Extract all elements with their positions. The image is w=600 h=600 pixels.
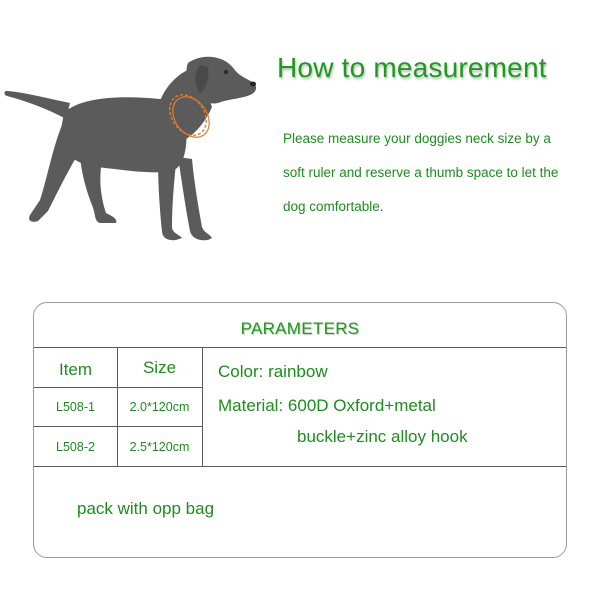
table-divider-header bbox=[34, 387, 202, 388]
item-column-header: Item bbox=[58, 360, 93, 379]
size-column-header: Size bbox=[142, 358, 177, 377]
instruction-line-1: Please measure your doggies neck size by a bbox=[283, 131, 551, 146]
measurement-instructions bbox=[283, 122, 593, 224]
parameters-card bbox=[33, 302, 567, 558]
parameters-title: PARAMETERS bbox=[240, 319, 360, 338]
material-spec-line-1: Material: 600D Oxford+metal bbox=[218, 396, 436, 415]
row-2-size: 2.5*120cm bbox=[129, 440, 190, 454]
instruction-line-2: soft ruler and reserve a thumb space to let the bbox=[283, 165, 559, 180]
color-spec: Color: rainbow bbox=[218, 362, 328, 381]
material-spec-line-2: buckle+zinc alloy hook bbox=[297, 427, 468, 446]
table-column-divider-2 bbox=[202, 347, 203, 467]
table-divider-bottom bbox=[34, 466, 566, 467]
row-2-item: L508-2 bbox=[56, 440, 95, 454]
table-divider-top bbox=[34, 347, 566, 348]
row-1-item: L508-1 bbox=[56, 400, 95, 414]
table-divider-row bbox=[34, 426, 202, 427]
packaging-info: pack with opp bag bbox=[77, 499, 215, 518]
page-title: How to measurement bbox=[277, 52, 547, 83]
instruction-line-3: dog comfortable. bbox=[283, 199, 384, 214]
row-1-size: 2.0*120cm bbox=[129, 400, 190, 414]
dog-silhouette-icon bbox=[0, 55, 262, 250]
